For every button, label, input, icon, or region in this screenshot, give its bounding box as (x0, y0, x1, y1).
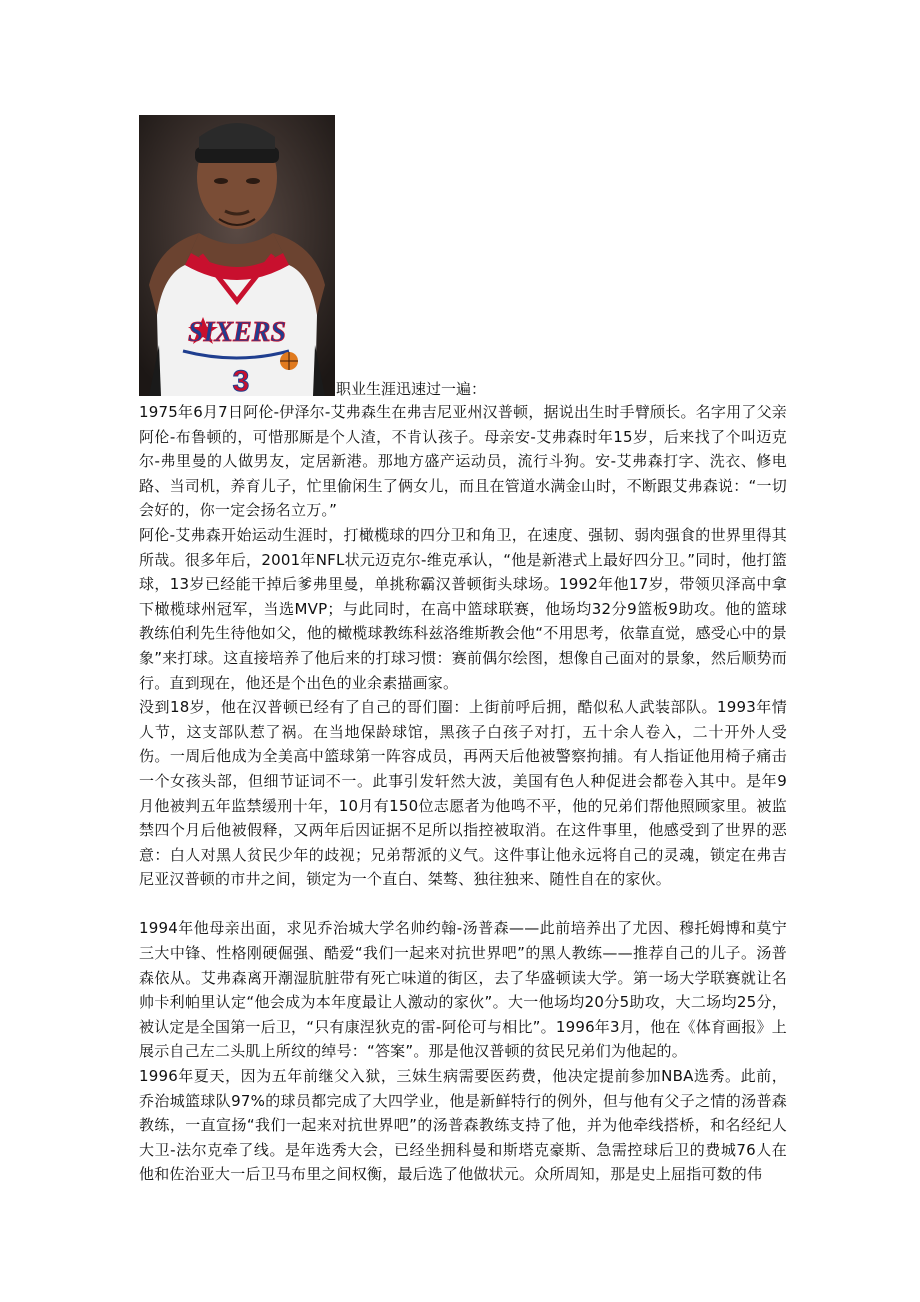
player-photo (139, 115, 335, 396)
jersey-number: 3 (232, 365, 250, 396)
photo-row (139, 113, 787, 396)
jersey-brand: SIXERS (187, 317, 287, 348)
paragraph: 阿伦-艾弗森开始运动生涯时，打橄榄球的四分卫和角卫，在速度、强韧、弱肉强食的世界里得其所哉。很多年后，2001年NFL状元迈克尔-维克承认，“他是新港式上最好四分卫。”同时，他打篮球，13岁已经能干掉后爹弗里曼，单挑称霸汉普顿街头球场。1992年他17岁，带领贝泽高中拿下橄榄球州冠军，当选MVP；与此同时，在高中篮球联赛，他场均32分9篮板9助攻。他的篮球教练伯利先生待他如父，他的橄榄球教练科兹洛维斯教会他“不用思考，依靠直觉，感受心中的景象”来打球。这直接培养了他后来的打球习惯：赛前偶尔绘图，想像自己面对的景象，然后顺势而行。直到现在，他还是个出色的业余素描画家。 (139, 525, 787, 692)
article-body (139, 400, 787, 1187)
paragraph: 没到18岁，他在汉普顿已经有了自己的哥们圈：上街前呼后拥，酷似私人武装部队。1993年情人节，这支部队惹了祸。在当地保龄球馆，黑孩子白孩子对打，五十余人卷入，二十开外人受伤。一周后他成为全美高中篮球第一阵容成员，再两天后他被警察拘捕。有人指证他用椅子痛击一个女孩头部，但细节证词不一。此事引发轩然大波，美国有色人种促进会都卷入其中。是年9月他被判五年监禁缓刑十年，10月有150位志愿者为他鸣不平，他的兄弟们帮他照顾家里。被监禁四个月后他被假释，又两年后因证据不足所以指控被取消。在这件事里，他感受到了世界的恶意：白人对黑人贫民少年的歧视；兄弟帮派的义气。这件事让他永远将自己的灵魂，锁定在弗吉尼亚汉普顿的市井之间，锁定为一个直白、桀骜、独往独来、随性自在的家伙。 (139, 698, 787, 889)
paragraph: 1994年他母亲出面，求见乔治城大学名帅约翰-汤普森——此前培养出了尤因、穆托姆博和莫宁三大中锋、性格刚硬倔强、酷爱“我们一起来对抗世界吧”的黑人教练——推荐自己的儿子。汤普森依从。艾弗森离开潮湿肮脏带有死亡味道的街区，去了华盛顿读大学。第一场大学联赛就让名帅卡利帕里认定“他会成为本年度最让人激动的家伙”。大一他场均20分5助攻，大二场均25分，被认定是全国第一后卫，“只有康涅狄克的雷-阿伦可与相比”。1996年3月，他在《体育画报》上展示自己左二头肌上所纹的绰号：“答案”。那是他汉普顿的贫民兄弟们为他起的。 (139, 919, 787, 1061)
paragraph: 1975年6月7日阿伦-伊泽尔-艾弗森生在弗吉尼亚州汉普顿，据说出生时手臂颀长。名字用了父亲阿伦-布鲁顿的，可惜那厮是个人渣，不肯认孩子。母亲安-艾弗森时年15岁，后来找了个叫迈克尔-弗里曼的人做男友，定居新港。那地方盛产运动员，流行斗狗。安-艾弗森打字、洗衣、修电路、当司机，养育儿子，忙里偷闲生了俩女儿，而且在管道水满金山时，不断跟艾弗森说：“一切会好的，你一定会扬名立万。” (139, 403, 787, 520)
basketball-player-photo-icon (139, 115, 335, 396)
caption: 职业生涯迅速过一遍： (336, 380, 487, 398)
document-page (139, 113, 787, 1187)
paragraph: 1996年夏天，因为五年前继父入狱，三妹生病需要医药费，他决定提前参加NBA选秀。此前，乔治城篮球队97%的球员都完成了大四学业，他是新鲜特行的例外，但与他有父子之情的汤普森教练，一直宣扬“我们一起来对抗世界吧”的汤普森教练支持了他，并为他牵线搭桥，和名经纪人大卫-法尔克牵了线。是年选秀大会，已经坐拥科曼和斯塔克豪斯、急需控球后卫的费城76人在他和佐治亚大一后卫马布里之间权衡，最后选了他做状元。众所周知，那是史上屈指可数的伟 (139, 1067, 787, 1184)
